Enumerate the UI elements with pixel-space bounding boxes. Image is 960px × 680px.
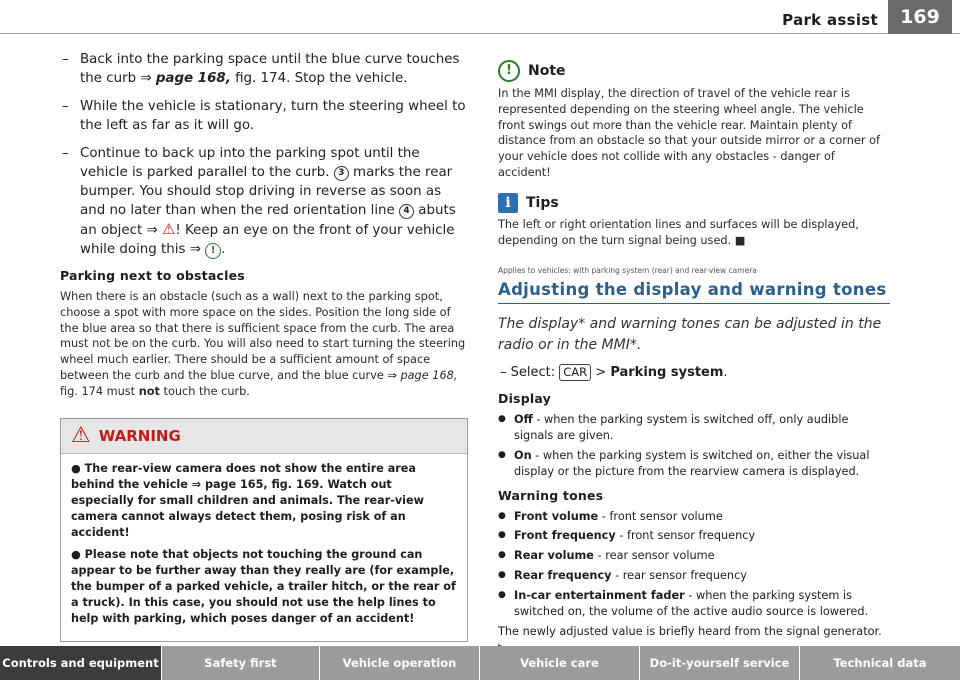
list-item: ● Rear frequency - rear sensor frequency (498, 568, 890, 584)
warning-paragraph-1: ● The rear-view camera does not show the entire area behind the vehicle ⇒ page 165, fig. 169. Watch out especially for small children and animals. The rear-view camera cannot always detect them, posing risk of an accident! (71, 461, 424, 539)
list-item: ● In-car entertainment fader - when the parking system is switched on, the volume of the active audio source is lowered. (498, 588, 890, 620)
header-rule (0, 33, 960, 34)
obstacles-heading: Parking next to obstacles (60, 268, 245, 283)
warning-triangle-icon: ⚠ (71, 422, 91, 448)
tab-vehicle-care[interactable]: Vehicle care (480, 646, 640, 680)
page-number: 169 (888, 0, 952, 34)
warning-body (61, 454, 467, 641)
list-item: ● On - when the parking system is switched on, either the visual display or the picture from the rearview camera is displayed. (498, 448, 890, 480)
page-ref-link[interactable]: page 168, (155, 71, 231, 86)
tab-do-it-yourself-service[interactable]: Do-it-yourself service (640, 646, 800, 680)
page-header-title: Park assist (782, 11, 878, 29)
footer-tab-bar (0, 646, 960, 680)
marker-4-icon: 4 (399, 204, 414, 219)
page-ref-link[interactable]: page 168, (400, 368, 458, 382)
tab-safety-first[interactable]: Safety first (162, 646, 320, 680)
list-item: ● Off - when the parking system is switched off, only audible signals are given. (498, 412, 890, 444)
warning-title: WARNING (98, 426, 181, 445)
menu-item-parking-system[interactable]: Parking system (610, 365, 724, 381)
obstacles-body: When there is an obstacle (such as a wall) next to the parking spot, choose a spot with more space on the sides. Position the long side of the blue area so that there is sufficient space from the curb. The area must not be on the curb. You will also need to start turning the steering wheel much earlier. There should be a sufficient amount of space between the curb and the blue curve, and the blue curve ⇒ page 168, fig. 174 must not touch the curb. (60, 290, 466, 398)
note-header (498, 60, 890, 82)
marker-3-icon: 3 (334, 166, 349, 181)
list-item: ● Rear volume - rear sensor volume (498, 548, 890, 564)
warning-paragraph-2: ● Please note that objects not touching the ground can appear to be further away than they really are (for example, the bumper of a parked vehicle, a trailer hitch, or the rear of a truck). In this case, you should not use the help lines to help with parking, which poses danger of an accident! (71, 547, 456, 625)
warning-triangle-icon: ⚠ (161, 220, 176, 238)
step-2: – While the vehicle is stationary, turn the steering wheel to the left as far as it will go. (60, 97, 466, 135)
step-1: – Back into the parking space until the blue curve touches the curb ⇒ page 168, fig. 174. Stop the vehicle. (60, 50, 466, 88)
note-body: In the MMI display, the direction of travel of the vehicle rear is represented depending on the steering wheel angle. The vehicle front swings out more than the vehicle rear. Maintain plenty of distance from an obstacle so that your outside mirror or a corner of your vehicle does not collide with any obstacles - danger of accident! (498, 87, 880, 179)
warning-header (61, 419, 467, 454)
note-circle-icon: ! (205, 243, 221, 259)
list-item: ● Front volume - front sensor volume (498, 509, 890, 525)
section-intro: The display* and warning tones can be adjusted in the radio or in the MMI*. (498, 316, 882, 354)
step-3: – Continue to back up into the parking spot until the vehicle is parked parallel to the curb. 3 marks the rear bumper. You should stop driving in reverse as soon as and no later than when the red orientation line 4 abuts an object ⇒ ⚠! Keep an eye on the front of your vehicle while doing this ⇒ ! . (60, 144, 466, 259)
tips-title: Tips (526, 194, 559, 211)
note-title: Note (528, 63, 566, 79)
warning-box (60, 418, 468, 642)
section-title: Adjusting the display and warning tones (498, 280, 890, 304)
tab-vehicle-operation[interactable]: Vehicle operation (320, 646, 480, 680)
info-icon: i (498, 193, 518, 213)
closing-note: The newly adjusted value is briefly heard from the signal generator. (498, 624, 890, 656)
select-instruction: – Select: CAR > Parking system. (500, 365, 728, 381)
car-key-button[interactable]: CAR (559, 364, 591, 381)
tips-body: The left or right orientation lines and surfaces will be displayed, depending on the turn signal being used. ■ (498, 217, 859, 247)
display-heading: Display (498, 391, 551, 407)
right-column (498, 60, 890, 656)
tips-header (498, 193, 890, 213)
note-icon: ! (498, 60, 520, 82)
applies-to: Applies to vehicles: with parking system (rear) and rear-view camera (498, 266, 757, 276)
warning-tones-heading: Warning tones (498, 487, 604, 503)
tab-controls-and-equipment[interactable]: Controls and equipment (0, 646, 162, 680)
list-item: ● Front frequency - front sensor frequency (498, 528, 890, 544)
tab-technical-data[interactable]: Technical data (800, 646, 960, 680)
left-column (60, 50, 466, 642)
